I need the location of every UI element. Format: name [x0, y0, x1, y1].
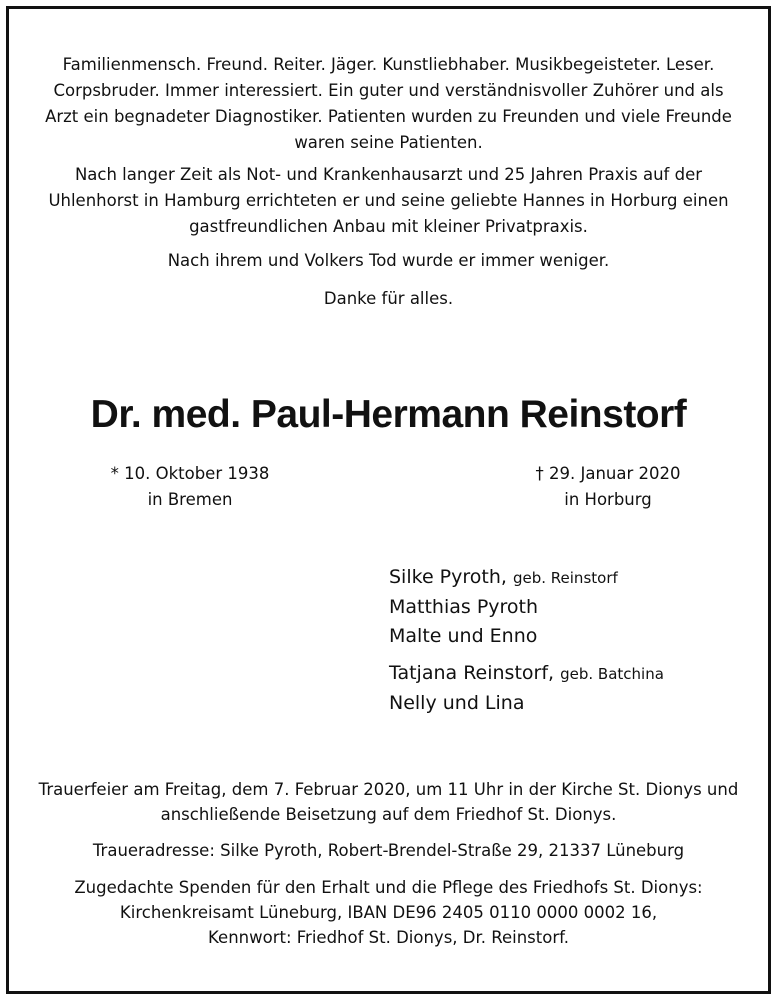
family-list [389, 563, 664, 718]
family-member-name: Nelly und Lina [389, 692, 525, 714]
death-info [503, 461, 713, 513]
text-line: Nach langer Zeit als Not- und Krankenhausarzt und 25 Jahren Praxis auf der [74, 165, 703, 184]
text-line: anschließende Beisetzung auf dem Friedhof St. Dionys. [160, 805, 617, 824]
intro-paragraph-2 [39, 162, 738, 240]
obituary-frame [6, 6, 771, 994]
family-group-1 [389, 563, 664, 651]
intro-paragraph-3: Nach ihrem und Volkers Tod wurde er immer weniger. [167, 251, 610, 270]
family-member [389, 622, 664, 651]
text-line: Trauerfeier am Freitag, dem 7. Februar 2020, um 11 Uhr in der Kirche St. Dionys und [38, 780, 739, 799]
family-member [389, 563, 664, 593]
death-place: in Horburg [564, 490, 652, 509]
text-line: Corpsbruder. Immer interessiert. Ein guter und verständnisvoller Zuhörer und als [53, 81, 724, 100]
funeral-service-info [23, 777, 754, 827]
mourning-address: Traueradresse: Silke Pyroth, Robert-Brendel-Straße 29, 21337 Lüneburg [92, 841, 685, 860]
family-member-name: Matthias Pyroth [389, 596, 539, 618]
family-member [389, 659, 664, 689]
birth-place: in Bremen [147, 490, 233, 509]
family-member-note: geb. Batchina [560, 665, 664, 683]
obituary-content [9, 9, 768, 991]
text-line: Uhlenhorst in Hamburg errichteten er und seine geliebte Hannes in Horburg einen [48, 191, 729, 210]
intro-paragraph-4: Danke für alles. [323, 289, 454, 308]
text-line: gastfreundlichen Anbau mit kleiner Privatpraxis. [189, 217, 588, 236]
family-member [389, 593, 664, 622]
text-line: waren seine Patienten. [294, 133, 483, 152]
birth-date: * 10. Oktober 1938 [110, 464, 270, 483]
family-member-name: Tatjana Reinstorf, [389, 662, 555, 684]
family-group-2 [389, 659, 664, 718]
deceased-name: Dr. med. Paul-Hermann Reinstorf [90, 393, 687, 436]
text-line: Kirchenkreisamt Lüneburg, IBAN DE96 2405 0110 0000 0002 16, [119, 903, 658, 922]
text-line: Arzt ein begnadeter Diagnostiker. Patienten wurden zu Freunden und viele Freunde [45, 107, 732, 126]
donation-info [23, 875, 754, 950]
family-member-name: Malte und Enno [389, 625, 538, 647]
family-member [389, 689, 664, 718]
text-line: Familienmensch. Freund. Reiter. Jäger. Kunstliebhaber. Musikbegeisteter. Leser. [62, 55, 715, 74]
family-member-note: geb. Reinstorf [512, 569, 618, 587]
birth-info [85, 461, 295, 513]
text-line: Zugedachte Spenden für den Erhalt und die Pflege des Friedhofs St. Dionys: [74, 878, 703, 897]
death-date: † 29. Januar 2020 [535, 464, 681, 483]
family-member-name: Silke Pyroth, [389, 566, 507, 588]
intro-paragraph-1 [39, 52, 738, 156]
text-line: Kennwort: Friedhof St. Dionys, Dr. Reinstorf. [208, 928, 569, 947]
